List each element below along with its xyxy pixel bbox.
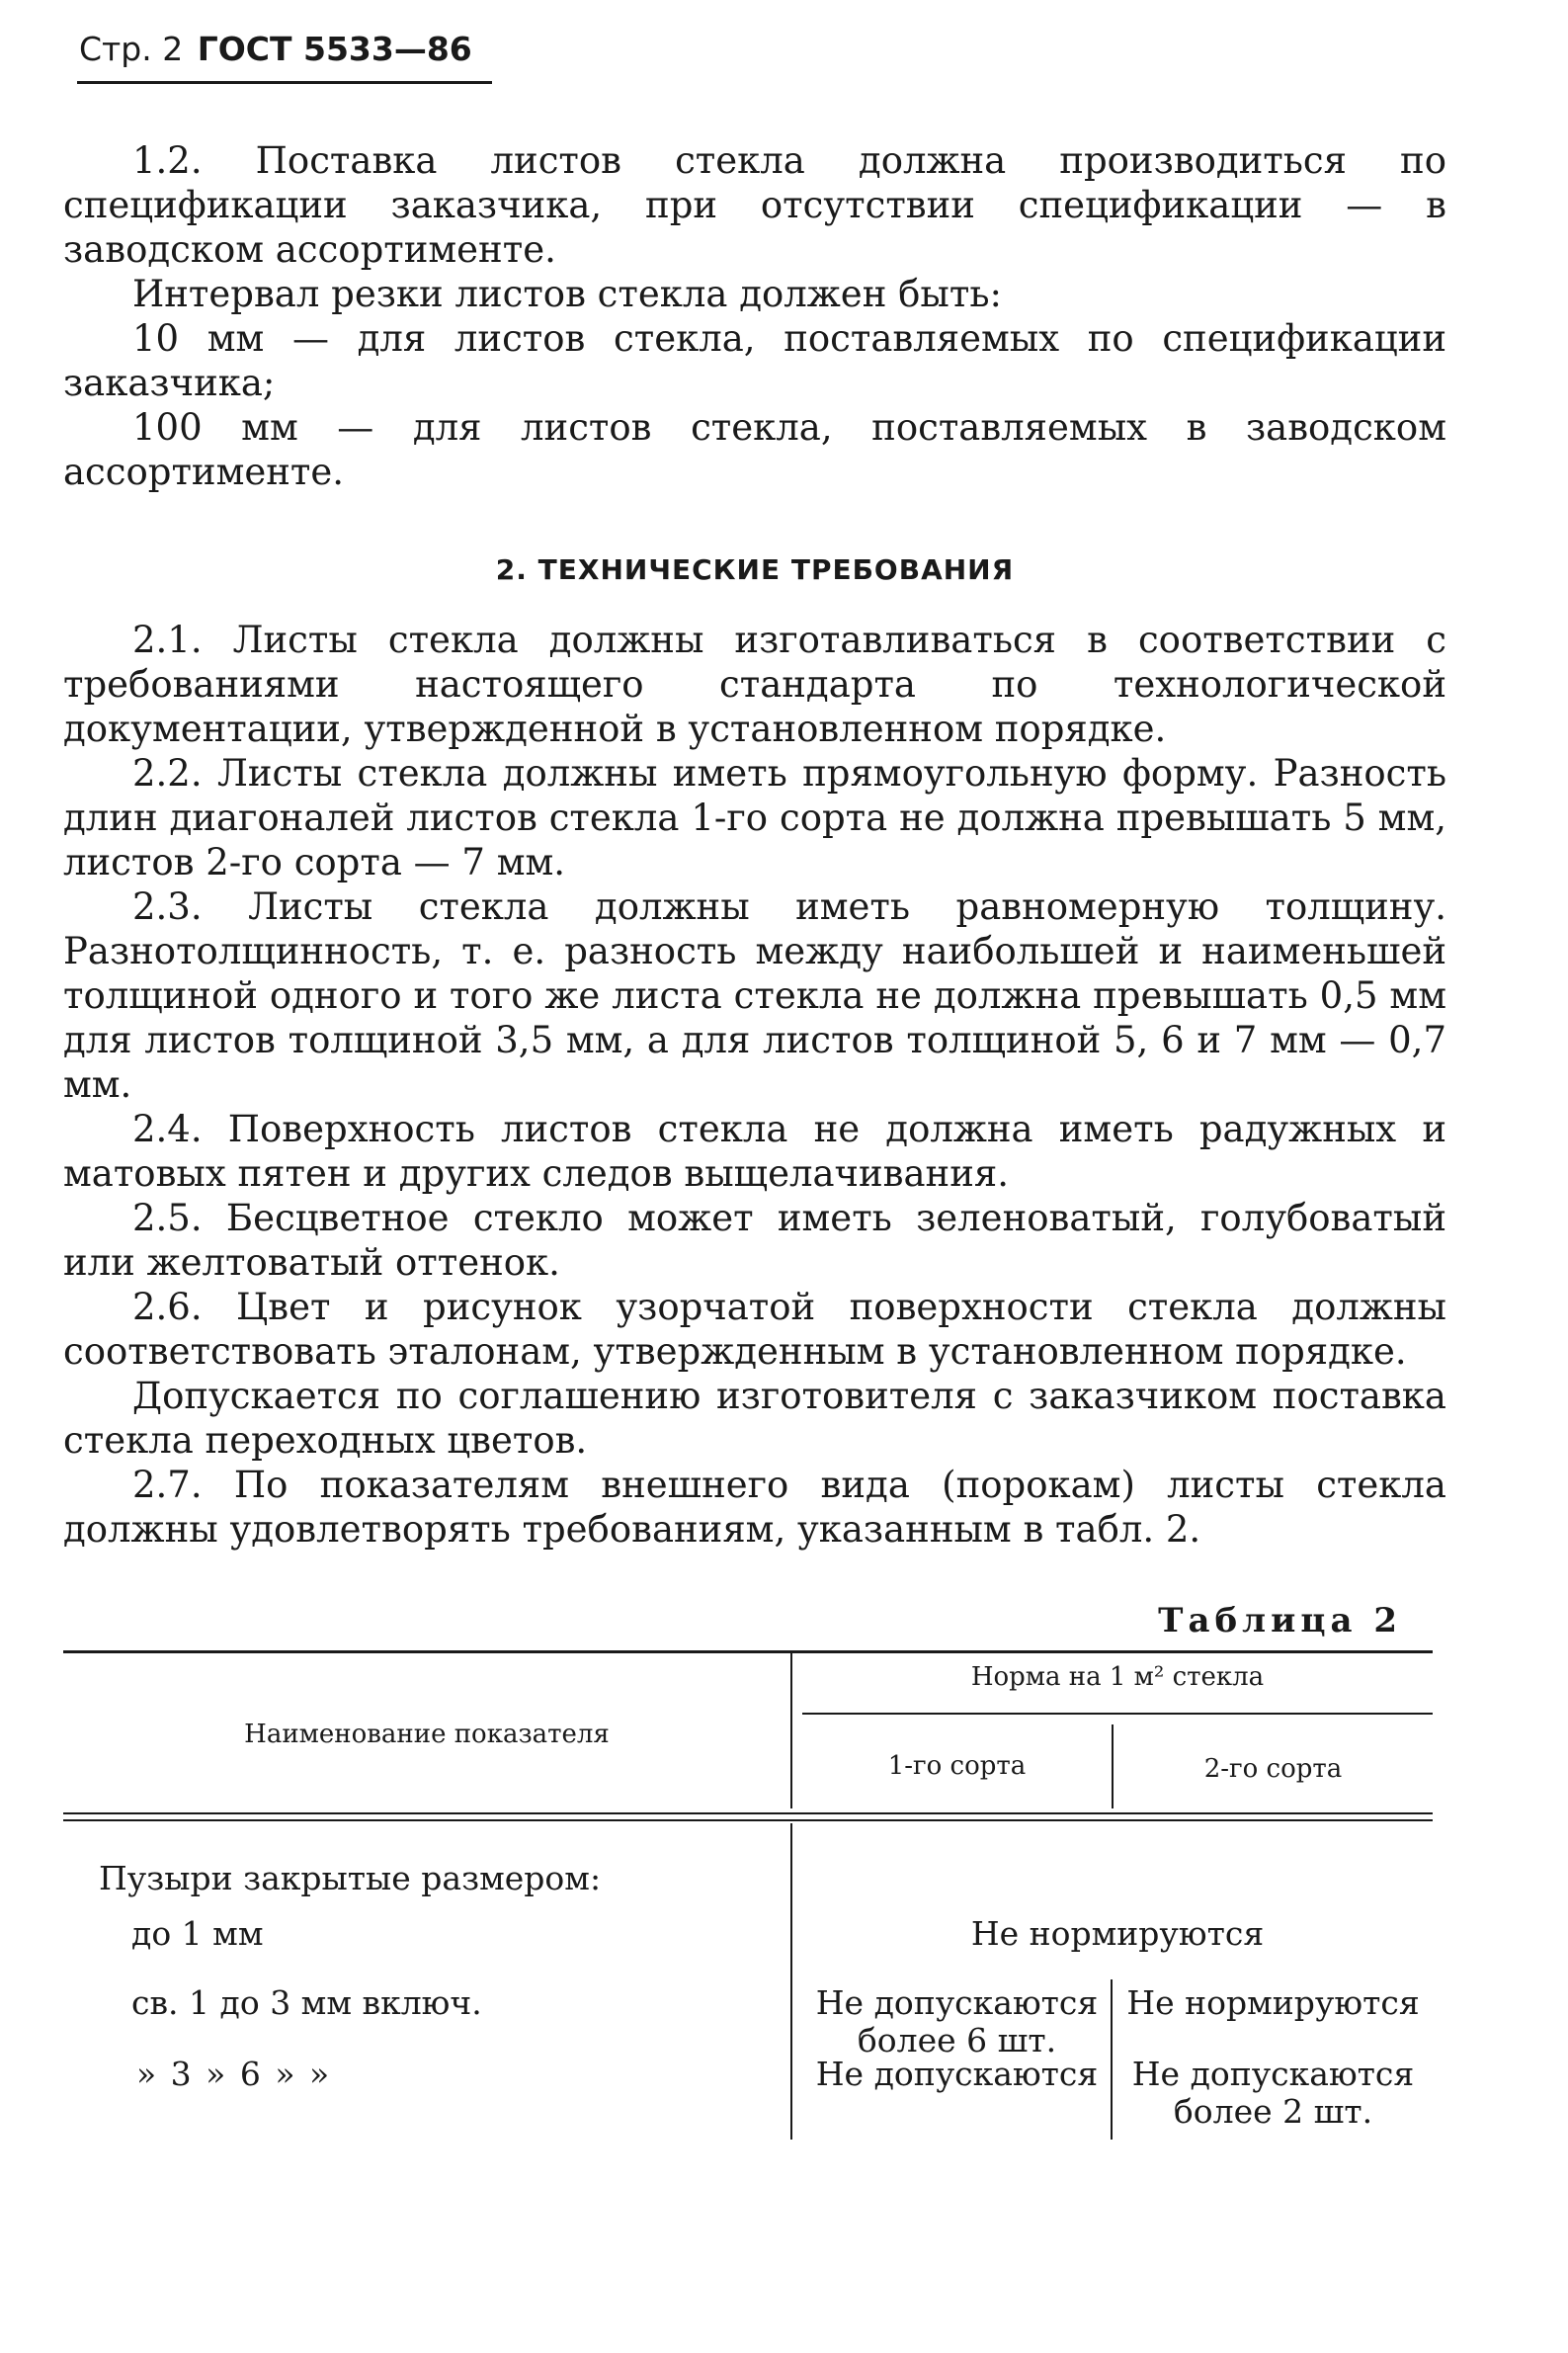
table-header-rule-2: [63, 1819, 1433, 1821]
row-2-grade-2: Не нормируются: [1126, 1983, 1420, 2022]
row-group-label: Пузыри закрытые размером:: [99, 1859, 602, 1897]
table-header-rule-1: [63, 1812, 1433, 1814]
row-2-grade-1-line-2: более 6 шт.: [857, 2021, 1057, 2059]
table-caption: Таблица 2: [1158, 1601, 1402, 1640]
table-header-divider: [790, 1652, 792, 1808]
grade-2-header: 2-го сорта: [1203, 1754, 1343, 1784]
paragraph-2-7: 2.7. По показателям внешнего вида (порокам) листы стекла должны удовлетворять требованиям, указанным в табл. 2.: [63, 1464, 1446, 1551]
row-3-label: » 3 » 6 » »: [136, 2055, 332, 2093]
paragraph-2-2: 2.2. Листы стекла должны иметь прямоугольную форму. Разность длин диагоналей листов стекла 1-го сорта не должна превышать 5 мм, листов 2-го сорта — 7 мм.: [63, 752, 1446, 883]
row-2-grade-1-line-1: Не допускаются: [815, 1983, 1099, 2022]
paragraph-1-2: 1.2. Поставка листов стекла должна производиться по спецификации заказчика, при отсутствии спецификации — в заводском ассортименте.: [63, 139, 1446, 271]
paragraph-2-1: 2.1. Листы стекла должны изготавливаться в соответствии с требованиями настоящего стандарта по технологической документации, утвержденной в установленном порядке.: [63, 619, 1446, 750]
paragraph-2-6: 2.6. Цвет и рисунок узорчатой поверхности стекла должны соответствовать эталонам, утвержденным в установленном порядке.: [63, 1286, 1446, 1373]
paragraph-100mm: 100 мм — для листов стекла, поставляемых в заводском ассортименте.: [63, 406, 1446, 493]
table-top-rule: [63, 1650, 1433, 1653]
paragraph-10mm: 10 мм — для листов стекла, поставляемых по спецификации заказчика;: [63, 317, 1446, 404]
section-text: [63, 618, 1446, 1552]
row-3-grade-2-line-2: более 2 шт.: [1173, 2092, 1373, 2131]
standard-number: ГОСТ 5533—86: [197, 30, 472, 68]
row-2-label: св. 1 до 3 мм включ.: [131, 1983, 482, 2022]
paragraph-2-5: 2.5. Бесцветное стекло может иметь зеленоватый, голубоватый или желтоватый оттенок.: [63, 1197, 1446, 1284]
header-underline: [77, 81, 492, 84]
paragraph-2-3: 2.3. Листы стекла должны иметь равномерную толщину. Разнотолщинность, т. е. разность между наибольшей и наименьшей толщиной одного и того же листа стекла не должна превышать 0,5 мм для листов толщиной 3,5 мм, а для листов толщиной 5, 6 и 7 мм — 0,7 мм.: [63, 885, 1446, 1106]
paragraph-2-4: 2.4. Поверхность листов стекла не должна иметь радужных и матовых пятен и других следов выщелачивания.: [63, 1108, 1446, 1195]
row-1-value: Не нормируются: [970, 1914, 1265, 1953]
table-body-divider: [790, 1823, 792, 2140]
row-3-grade-2: [1114, 2056, 1433, 2131]
intro-text: [63, 138, 1446, 494]
row-2-grade-1: [802, 1984, 1112, 2059]
paragraph-2-6-note: Допускается по соглашению изготовителя с заказчиком поставка стекла переходных цветов.: [63, 1375, 1446, 1462]
section-title: 2. ТЕХНИЧЕСКИЕ ТРЕБОВАНИЯ: [495, 553, 1015, 586]
norm-header: Норма на 1 м² стекла: [970, 1662, 1265, 1692]
row-3-grade-1: Не допускаются: [815, 2055, 1099, 2093]
grade-1-header: 1-го сорта: [887, 1751, 1027, 1781]
page-header: [79, 30, 472, 68]
row-1-label: до 1 мм: [131, 1914, 264, 1953]
row-3-grade-2-line-1: Не допускаются: [1131, 2055, 1415, 2093]
indicator-header: Наименование показателя: [244, 1720, 610, 1749]
page-number: Стр. 2: [79, 30, 184, 68]
paragraph-cut-interval: Интервал резки листов стекла должен быть:: [132, 273, 1002, 315]
norm-subheader-rule: [802, 1713, 1433, 1715]
